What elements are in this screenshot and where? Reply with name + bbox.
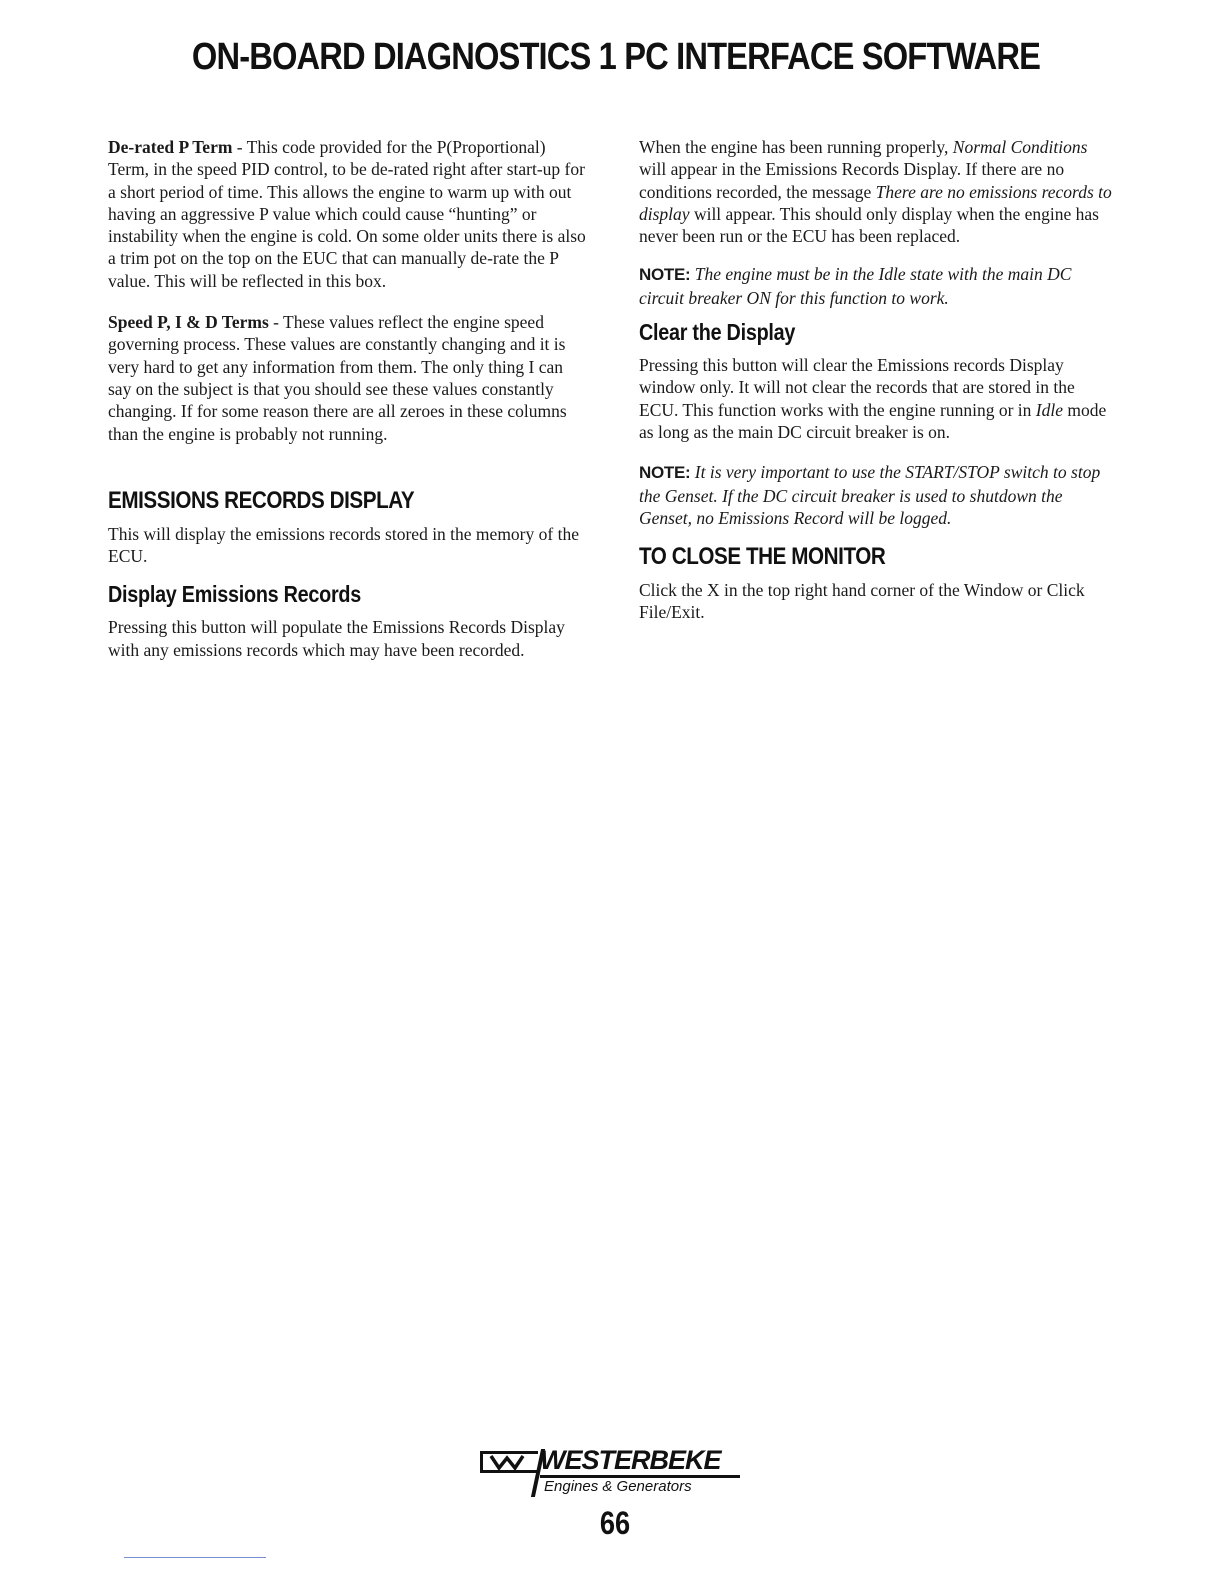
logo-subtitle: Engines & Generators [544,1478,692,1495]
westerbeke-w-mark-icon [480,1451,538,1473]
clear-display-text-1: Pressing this button will clear the Emissions records Display window only. It will not clear the records that are stored in the ECU. This function works with the engine running or in [639,355,1075,420]
clear-display-text-2: mode as long as the main DC circuit breaker is on. [639,399,1107,442]
speed-terms-text: - These values reflect the engine speed governing process. These values are constantly changing and it is very hard to get any information from them. The only thing I can say on the subject is that you should see these values constantly changing. If for some reason there are all zeroes in these columns than the engine is probably not running. [108,312,567,444]
left-column [108,136,588,661]
note-label: NOTE: [639,265,691,285]
idle-italic: Idle [1035,399,1064,420]
to-close-the-monitor-text: Click the X in the top right hand corner of the Window or Click File/Exit. [639,580,1085,623]
speed-terms-paragraph [108,311,588,445]
emissions-records-display-text: This will display the emissions records stored in the memory of the ECU. [108,523,579,567]
normal-conditions-text-3: will appear. This should only display when the engine has never been run or the ECU has been replaced. [639,203,1099,247]
display-emissions-records-text: Pressing this button will populate the Emissions Records Display with any emissions records which may have been recorded. [108,617,565,660]
note-start-stop [639,461,1114,529]
page-title: ON-BOARD DIAGNOSTICS 1 PC INTERFACE SOFTWARE [191,36,1041,78]
display-emissions-records-heading: Display Emissions Records [108,581,362,608]
note-idle-state [639,263,1114,309]
clear-the-display-heading: Clear the Display [639,319,796,346]
normal-conditions-text-1: When the engine has been running properly, [639,137,953,157]
to-close-the-monitor-heading: TO CLOSE THE MONITOR [639,543,886,571]
note-label: NOTE: [639,463,691,483]
normal-conditions-paragraph [639,136,1114,247]
no-records-message-italic: There are no emissions records to display [639,181,1112,224]
derated-p-term-label: De-rated P Term [108,137,233,157]
normal-conditions-text-2: will appear in the Emissions Records Display. If there are no conditions recorded, the message [639,159,1065,202]
page-number: 66 [599,1505,631,1541]
logo-brand-name: WESTERBEKE [540,1445,721,1475]
speed-terms-label: Speed P, I & D Terms [108,312,269,333]
note-start-stop-text: It is very important to use the START/STOP switch to stop the Genset. If the DC circuit breaker is used to shutdown the Genset, no Emissions Record will be logged. [639,462,1101,528]
emissions-records-display-heading: EMISSIONS RECORDS DISPLAY [108,486,415,514]
normal-conditions-italic: Normal Conditions [952,137,1088,157]
scan-artifact-line [124,1557,266,1558]
clear-the-display-paragraph [639,354,1114,443]
note-idle-text: The engine must be in the Idle state with the main DC circuit breaker ON for this function to work. [639,264,1072,308]
right-column [639,136,1114,624]
westerbeke-logo [480,1447,760,1503]
derated-p-term-text: - This code provided for the P(Proportional) Term, in the speed PID control, to be de-rated right after start-up for a short period of time. This allows the engine to warm up with out having an aggressive P value which could cause “hunting” or instability when the engine is cold. On some older units there is also a trim pot on the top on the EUC that can manually de-rate the P value. This will be reflected in this box. [108,137,586,291]
derated-p-term-paragraph [108,136,588,292]
